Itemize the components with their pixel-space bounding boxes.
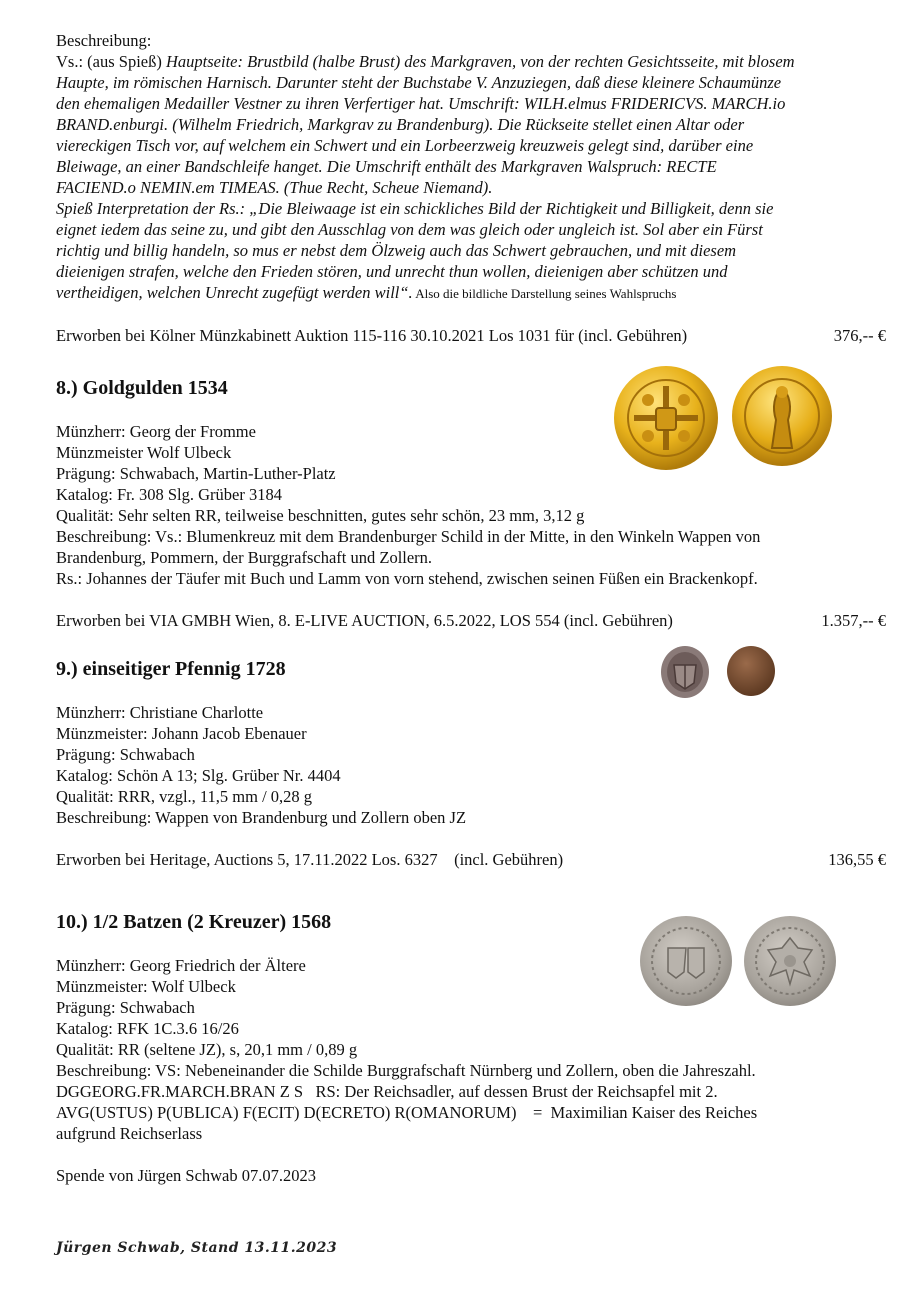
intro-line: den ehemaligen Medailler Vestner zu ihren Verfertiger hat. Umschrift: WILH.elmus FRIDERICVS. MARCH.io (56, 94, 786, 113)
detail-line: Katalog: Fr. 308 Slg. Grüber 3184 (56, 485, 282, 504)
detail-line: Münzmeister: Wolf Ulbeck (56, 977, 236, 996)
detail-line: Münzherr: Georg Friedrich der Ältere (56, 956, 306, 975)
intro-line: FACIEND.o NEMIN.em TIMEAS. (Thue Recht, Scheue Niemand). (56, 178, 493, 197)
detail-line: Qualität: RR (seltene JZ), s, 20,1 mm / 0,89 g (56, 1040, 358, 1059)
detail-line: Brandenburg, Pommern, der Burggrafschaft und Zollern. (56, 548, 433, 567)
coin-section-8 (56, 376, 886, 631)
intro-line (56, 282, 886, 304)
detail-line: Katalog: RFK 1C.3.6 16/26 (56, 1019, 239, 1038)
detail-line: Münzmeister: Johann Jacob Ebenauer (56, 724, 307, 743)
detail-line: Prägung: Schwabach (56, 745, 195, 764)
intro-line: richtig und billig handeln, so mus er nebst dem Ölzweig auch das Schwert gebrauchen, und mit diesem (56, 241, 737, 260)
detail-line: Katalog: Schön A 13; Slg. Grüber Nr. 4404 (56, 766, 341, 785)
detail-line: Münzherr: Christiane Charlotte (56, 703, 264, 722)
document-page (56, 30, 886, 1186)
batzen-obverse-image (638, 914, 734, 1008)
acquisition-text: Erworben bei Kölner Münzkabinett Auktion 115-116 30.10.2021 Los 1031 für (incl. Gebühren) (56, 326, 688, 345)
section-heading: 8.) Goldgulden 1534 (56, 377, 228, 399)
intro-description (56, 30, 886, 346)
coin-section-10 (56, 910, 886, 1186)
pfennig-obverse-image (660, 645, 710, 699)
intro-line (56, 51, 886, 72)
acquisition-text: Erworben bei Heritage, Auctions 5, 17.11.2022 Los. 6327 (incl. Gebühren) (56, 850, 564, 869)
detail-line: Beschreibung: VS: Nebeneinander die Schilde Burggrafschaft Nürnberg und Zollern, oben die Jahreszahl. (56, 1061, 756, 1080)
pfennig-reverse-image (726, 645, 776, 697)
author-footer: Jürgen Schwab, Stand 13.11.2023 (56, 1240, 338, 1256)
acquisition-row (56, 849, 886, 870)
price: 136,55 € (828, 850, 886, 869)
detail-line: Prägung: Schwabach (56, 998, 195, 1017)
acquisition-row (56, 325, 886, 346)
detail-line: Qualität: RRR, vzgl., 11,5 mm / 0,28 g (56, 787, 313, 806)
detail-line: Münzmeister Wolf Ulbeck (56, 443, 232, 462)
batzen-reverse-image (742, 914, 838, 1008)
coin-images (638, 914, 838, 1008)
intro-prefix: Vs.: (aus Spieß) (56, 52, 166, 71)
intro-text: Hauptseite: Brustbild (halbe Brust) des Markgraven, von der rechten Gesichtsseite, mit blosem (166, 52, 795, 71)
detail-line: AVG(USTUS) P(UBLICA) F(ECIT) D(ECRETO) R(OMANORUM) = Maximilian Kaiser des Reiches (56, 1103, 758, 1122)
intro-small-text: Also die bildliche Darstellung seines Wahlspruchs (412, 286, 677, 301)
coin-images (612, 364, 834, 472)
section-heading: 10.) 1/2 Batzen (2 Kreuzer) 1568 (56, 911, 332, 933)
detail-line: Prägung: Schwabach, Martin-Luther-Platz (56, 464, 336, 483)
detail-line: Qualität: Sehr selten RR, teilweise beschnitten, gutes sehr schön, 23 mm, 3,12 g (56, 506, 585, 525)
detail-line: Beschreibung: Wappen von Brandenburg und Zollern oben JZ (56, 808, 467, 827)
price: 1.357,-- € (821, 611, 886, 630)
intro-text: vertheidigen, welchen Unrecht zugefügt werden will“. (56, 283, 413, 302)
section-heading: 9.) einseitiger Pfennig 1728 (56, 658, 286, 680)
intro-line: Bleiwage, an einer Bandschleife hanget. Die Umschrift enthält des Markgraven Walspruch: RECTE (56, 157, 717, 176)
description-label: Beschreibung: (56, 31, 152, 50)
gold-coin-reverse-image (730, 364, 834, 468)
coin-section-9 (56, 657, 886, 870)
acquisition-row (56, 610, 886, 631)
acquisition-text: Erworben bei VIA GMBH Wien, 8. E-LIVE AUCTION, 6.5.2022, LOS 554 (incl. Gebühren) (56, 611, 673, 630)
detail-line: Beschreibung: Vs.: Blumenkreuz mit dem Brandenburger Schild in der Mitte, in den Winkeln Wappen von (56, 527, 761, 546)
detail-line: DGGEORG.FR.MARCH.BRAN Z S RS: Der Reichsadler, auf dessen Brust der Reichsapfel mit 2. (56, 1082, 718, 1101)
acquisition-text: Spende von Jürgen Schwab 07.07.2023 (56, 1166, 317, 1185)
intro-line: dieienigen strafen, welche den Frieden stören, und unrecht thun wollen, dieienigen aber schützen und (56, 262, 728, 281)
detail-line: Rs.: Johannes der Täufer mit Buch und Lamm von vorn stehend, zwischen seinen Füßen ein Brackenkopf. (56, 569, 758, 588)
price: 376,-- € (833, 326, 886, 345)
intro-line: BRAND.enburgi. (Wilhelm Friedrich, Markgrav zu Brandenburg). Die Rückseite stellet einen Altar oder (56, 115, 745, 134)
detail-line: Münzherr: Georg der Fromme (56, 422, 256, 441)
intro-line: Spieß Interpretation der Rs.: „Die Bleiwaage ist ein schickliches Bild der Richtigkeit und Billigkeit, denn sie (56, 199, 774, 218)
coin-images (660, 645, 776, 699)
intro-line: viereckigen Tisch vor, auf welchem ein Schwert und ein Lorbeerzweig kreuzweis gelegt sind, darüber eine (56, 136, 754, 155)
detail-line: aufgrund Reichserlass (56, 1124, 203, 1143)
gold-coin-obverse-image (612, 364, 720, 472)
intro-line: Haupte, im römischen Harnisch. Darunter steht der Buchstabe V. Anzuziegen, daß diese kleinere Schaumünze (56, 73, 782, 92)
intro-line: eignet iedem das seine zu, und gibt den Ausschlag von dem was gleich oder ungleich ist. Sol aber ein Fürst (56, 220, 763, 239)
